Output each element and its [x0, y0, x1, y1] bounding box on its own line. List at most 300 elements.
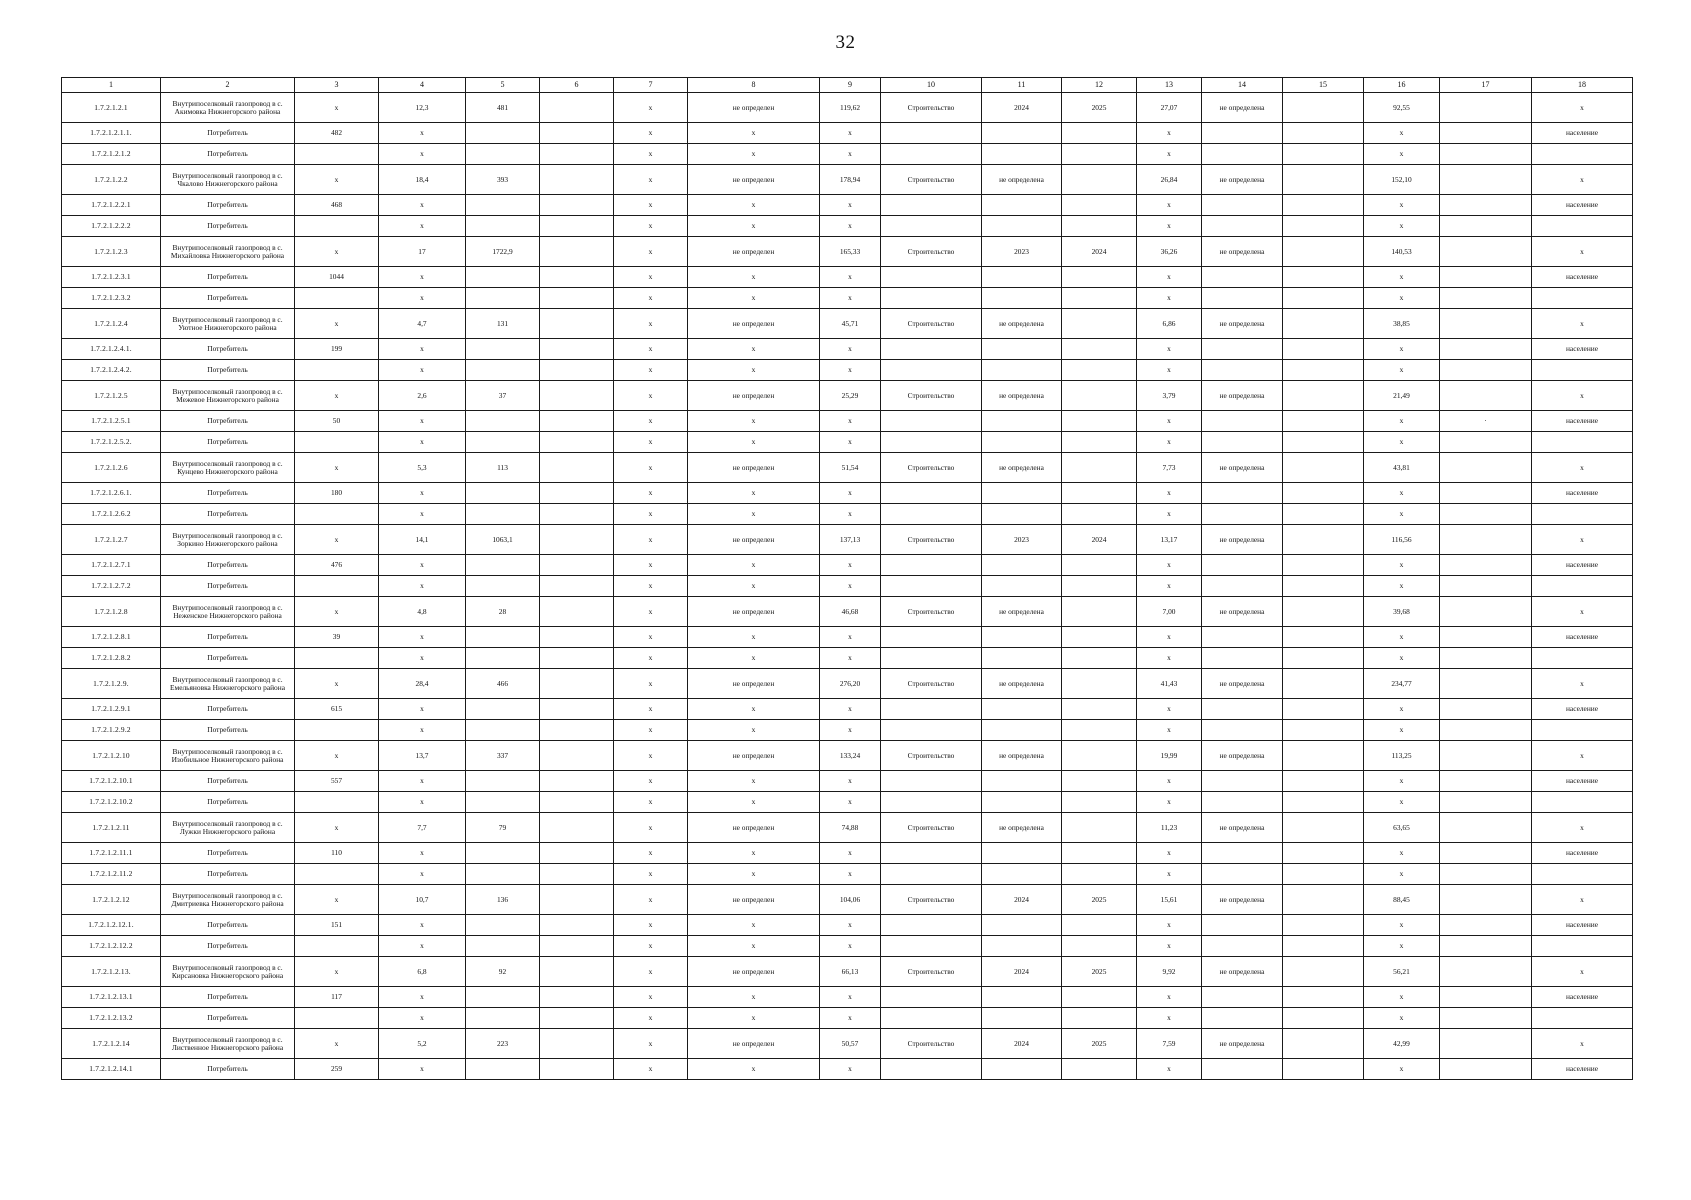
table-cell [466, 123, 540, 144]
table-cell: Внутрипоселковый газопровод в с. Чкалово Нижнегорского района [161, 165, 295, 195]
table-cell [540, 741, 614, 771]
table-cell [881, 411, 982, 432]
table-cell: x [379, 843, 466, 864]
table-cell: x [379, 360, 466, 381]
table-cell: 1.7.2.1.2.10.1 [62, 771, 161, 792]
table-cell [540, 525, 614, 555]
table-cell [1202, 936, 1283, 957]
consumer-row [62, 411, 1633, 432]
table-cell: 7,7 [379, 813, 466, 843]
table-cell: x [379, 1008, 466, 1029]
table-cell: x [820, 411, 881, 432]
table-cell: 7,00 [1137, 597, 1202, 627]
table-cell: 1.7.2.1.2.13.1 [62, 987, 161, 1008]
table-cell [540, 627, 614, 648]
table-cell: x [295, 1029, 379, 1059]
table-cell: Потребитель [161, 411, 295, 432]
table-cell: x [379, 771, 466, 792]
table-cell: 28 [466, 597, 540, 627]
table-cell: 21,49 [1364, 381, 1440, 411]
table-cell: 165,33 [820, 237, 881, 267]
table-cell: x [1364, 216, 1440, 237]
table-cell [1440, 1008, 1532, 1029]
table-cell: x [1364, 483, 1440, 504]
table-cell [540, 957, 614, 987]
table-cell [540, 987, 614, 1008]
table-cell [1283, 360, 1364, 381]
column-header: 18 [1532, 78, 1633, 93]
table-cell: 136 [466, 885, 540, 915]
table-cell [540, 699, 614, 720]
table-cell [1062, 813, 1137, 843]
table-cell: x [379, 699, 466, 720]
table-cell: x [379, 936, 466, 957]
table-cell [1062, 267, 1137, 288]
table-cell: не определен [688, 1029, 820, 1059]
pipeline-row [62, 1029, 1633, 1059]
table-cell [1062, 936, 1137, 957]
table-cell: x [1137, 504, 1202, 525]
table-cell [1283, 339, 1364, 360]
table-cell [540, 936, 614, 957]
table-cell [540, 381, 614, 411]
table-cell: население [1532, 1059, 1633, 1080]
table-cell: x [379, 339, 466, 360]
table-cell: не определена [1202, 1029, 1283, 1059]
table-cell: 1.7.2.1.2.11 [62, 813, 161, 843]
table-cell: 259 [295, 1059, 379, 1080]
consumer-row [62, 504, 1633, 525]
table-cell [881, 936, 982, 957]
table-cell: x [688, 792, 820, 813]
table-cell: x [688, 123, 820, 144]
table-cell: x [1532, 885, 1633, 915]
table-cell: 27,07 [1137, 93, 1202, 123]
table-cell: x [1137, 699, 1202, 720]
table-cell [1062, 309, 1137, 339]
table-cell: 1.7.2.1.2.1 [62, 93, 161, 123]
table-cell: 18,4 [379, 165, 466, 195]
table-cell [1283, 381, 1364, 411]
table-cell: Внутрипоселковый газопровод в с. Межевое Нижнегорского района [161, 381, 295, 411]
table-cell: Потребитель [161, 339, 295, 360]
table-cell: 1.7.2.1.2.6.2 [62, 504, 161, 525]
table-cell [1440, 237, 1532, 267]
table-cell: 468 [295, 195, 379, 216]
table-cell [1440, 504, 1532, 525]
table-cell: не определена [982, 813, 1062, 843]
table-cell [540, 813, 614, 843]
table-cell: x [614, 453, 688, 483]
table-cell: 1.7.2.1.2.14.1 [62, 1059, 161, 1080]
table-cell: x [1364, 432, 1440, 453]
table-cell [1440, 123, 1532, 144]
table-cell: x [1364, 144, 1440, 165]
table-cell: 1.7.2.1.2.12.2 [62, 936, 161, 957]
table-cell [982, 555, 1062, 576]
table-cell: x [1532, 741, 1633, 771]
table-cell: x [688, 504, 820, 525]
table-cell: x [1364, 288, 1440, 309]
table-cell: 2023 [982, 237, 1062, 267]
table-cell [881, 339, 982, 360]
table-cell: x [1364, 360, 1440, 381]
consumer-row [62, 123, 1633, 144]
table-cell: x [1532, 1029, 1633, 1059]
table-cell [1062, 504, 1137, 525]
table-cell: 140,53 [1364, 237, 1440, 267]
table-cell: население [1532, 987, 1633, 1008]
table-cell: Строительство [881, 525, 982, 555]
table-cell: не определена [982, 165, 1062, 195]
table-cell: Внутрипоселковый газопровод в с. Михайловка Нижнегорского района [161, 237, 295, 267]
table-cell: 50 [295, 411, 379, 432]
table-cell: 117 [295, 987, 379, 1008]
table-cell: x [614, 648, 688, 669]
table-cell [982, 648, 1062, 669]
table-cell [1283, 165, 1364, 195]
table-cell [1283, 843, 1364, 864]
table-cell: x [614, 525, 688, 555]
table-cell: Потребитель [161, 483, 295, 504]
table-cell: x [614, 936, 688, 957]
table-cell: x [688, 648, 820, 669]
table-cell: 110 [295, 843, 379, 864]
table-cell: не определена [1202, 741, 1283, 771]
consumer-row [62, 267, 1633, 288]
table-cell [466, 864, 540, 885]
table-cell: x [1137, 936, 1202, 957]
table-cell [1532, 360, 1633, 381]
table-cell [1440, 792, 1532, 813]
table-cell: x [614, 483, 688, 504]
table-cell: 14,1 [379, 525, 466, 555]
table-cell [1283, 237, 1364, 267]
table-cell: x [688, 360, 820, 381]
table-cell: Потребитель [161, 123, 295, 144]
table-cell: не определен [688, 453, 820, 483]
table-cell: x [379, 1059, 466, 1080]
table-cell: 178,94 [820, 165, 881, 195]
table-cell [881, 915, 982, 936]
table-cell [1532, 144, 1633, 165]
table-cell: x [688, 576, 820, 597]
table-cell: x [1137, 1059, 1202, 1080]
table-cell: Потребитель [161, 987, 295, 1008]
table-cell: Потребитель [161, 699, 295, 720]
table-cell: Потребитель [161, 267, 295, 288]
table-cell: x [295, 741, 379, 771]
table-cell: x [379, 432, 466, 453]
table-cell: 92,55 [1364, 93, 1440, 123]
table-cell [982, 864, 1062, 885]
table-cell [1440, 432, 1532, 453]
table-cell: x [614, 144, 688, 165]
column-header: 8 [688, 78, 820, 93]
table-cell [881, 792, 982, 813]
table-cell: 11,23 [1137, 813, 1202, 843]
table-cell: x [1364, 555, 1440, 576]
table-cell [1440, 93, 1532, 123]
table-cell: x [688, 339, 820, 360]
table-cell [1283, 504, 1364, 525]
table-cell: 476 [295, 555, 379, 576]
table-cell: x [820, 432, 881, 453]
table-cell [1062, 720, 1137, 741]
table-cell: 12,3 [379, 93, 466, 123]
table-cell: x [820, 915, 881, 936]
table-cell: x [295, 669, 379, 699]
table-cell [1283, 936, 1364, 957]
table-cell [982, 360, 1062, 381]
table-cell: 1.7.2.1.2.8 [62, 597, 161, 627]
table-cell: 13,7 [379, 741, 466, 771]
table-cell: Внутрипоселковый газопровод в с. Дмитриевка Нижнегорского района [161, 885, 295, 915]
table-cell [881, 288, 982, 309]
consumer-row [62, 699, 1633, 720]
table-cell: не определена [1202, 309, 1283, 339]
table-cell [1202, 1008, 1283, 1029]
table-cell: не определен [688, 813, 820, 843]
table-cell: 1.7.2.1.2.12.1. [62, 915, 161, 936]
table-cell: x [1137, 1008, 1202, 1029]
table-cell [881, 195, 982, 216]
column-header: 14 [1202, 78, 1283, 93]
table-cell [881, 1059, 982, 1080]
table-cell: не определена [1202, 453, 1283, 483]
table-cell [466, 432, 540, 453]
table-cell: 5,2 [379, 1029, 466, 1059]
table-cell: x [295, 525, 379, 555]
table-cell: x [379, 144, 466, 165]
table-cell: x [614, 771, 688, 792]
table-cell: 56,21 [1364, 957, 1440, 987]
consumer-row [62, 216, 1633, 237]
table-cell: 1.7.2.1.2.5 [62, 381, 161, 411]
table-cell: 2024 [982, 957, 1062, 987]
table-cell: Строительство [881, 885, 982, 915]
column-header: 1 [62, 78, 161, 93]
table-cell: x [1137, 915, 1202, 936]
table-cell: x [1137, 360, 1202, 381]
table-cell: x [688, 267, 820, 288]
consumer-row [62, 627, 1633, 648]
table-cell [1283, 195, 1364, 216]
table-cell [982, 504, 1062, 525]
table-cell [1532, 216, 1633, 237]
table-cell [466, 648, 540, 669]
column-number-row [62, 78, 1633, 93]
table-cell [1440, 987, 1532, 1008]
column-header: 16 [1364, 78, 1440, 93]
pipeline-row [62, 309, 1633, 339]
table-cell: 1.7.2.1.2.13.2 [62, 1008, 161, 1029]
table-cell [982, 792, 1062, 813]
table-cell: 276,20 [820, 669, 881, 699]
table-cell [1202, 504, 1283, 525]
table-cell: x [379, 720, 466, 741]
consumer-row [62, 843, 1633, 864]
table-cell [1440, 555, 1532, 576]
table-cell [982, 627, 1062, 648]
table-cell: · [1440, 411, 1532, 432]
column-header: 11 [982, 78, 1062, 93]
table-cell [1202, 144, 1283, 165]
table-cell: 4,8 [379, 597, 466, 627]
table-cell: x [295, 381, 379, 411]
table-cell: 180 [295, 483, 379, 504]
table-cell: x [1364, 627, 1440, 648]
table-cell: x [1364, 987, 1440, 1008]
table-cell [1062, 339, 1137, 360]
table-cell [540, 864, 614, 885]
table-cell: Внутрипоселковый газопровод в с. Лиственное Нижнегорского района [161, 1029, 295, 1059]
table-cell: Строительство [881, 93, 982, 123]
table-cell: x [1364, 771, 1440, 792]
table-cell: 1.7.2.1.2.5.1 [62, 411, 161, 432]
table-cell: x [1532, 93, 1633, 123]
table-cell [982, 411, 1062, 432]
table-cell: x [1137, 843, 1202, 864]
table-cell: 1044 [295, 267, 379, 288]
table-cell [466, 144, 540, 165]
table-cell: x [1137, 288, 1202, 309]
table-cell: 63,65 [1364, 813, 1440, 843]
table-cell [1062, 483, 1137, 504]
table-cell [540, 648, 614, 669]
table-cell [1202, 627, 1283, 648]
table-cell: Потребитель [161, 288, 295, 309]
table-cell: x [379, 915, 466, 936]
consumer-row [62, 555, 1633, 576]
table-cell: x [295, 957, 379, 987]
table-cell: 42,99 [1364, 1029, 1440, 1059]
table-cell [1283, 792, 1364, 813]
table-cell: Потребитель [161, 720, 295, 741]
table-cell [295, 576, 379, 597]
table-cell [982, 195, 1062, 216]
table-cell: 151 [295, 915, 379, 936]
table-cell: x [688, 771, 820, 792]
table-cell [1062, 843, 1137, 864]
table-cell [1283, 288, 1364, 309]
table-cell [540, 504, 614, 525]
table-cell: x [820, 216, 881, 237]
table-cell: не определен [688, 669, 820, 699]
table-cell [540, 792, 614, 813]
table-cell: 116,56 [1364, 525, 1440, 555]
table-cell: x [614, 792, 688, 813]
table-cell: x [820, 987, 881, 1008]
table-cell: 482 [295, 123, 379, 144]
table-cell [1440, 453, 1532, 483]
table-cell: x [614, 1029, 688, 1059]
table-cell: x [1137, 576, 1202, 597]
table-cell: x [820, 864, 881, 885]
object-register-table [61, 77, 1633, 1080]
table-cell: 152,10 [1364, 165, 1440, 195]
table-cell: Строительство [881, 957, 982, 987]
table-cell: x [688, 864, 820, 885]
table-cell: x [295, 93, 379, 123]
table-cell: не определена [1202, 381, 1283, 411]
table-cell: x [1532, 597, 1633, 627]
table-cell: x [614, 885, 688, 915]
table-cell [540, 483, 614, 504]
table-cell: население [1532, 195, 1633, 216]
table-cell: 13,17 [1137, 525, 1202, 555]
pipeline-row [62, 957, 1633, 987]
table-cell [1062, 453, 1137, 483]
table-cell: x [614, 597, 688, 627]
table-cell [466, 627, 540, 648]
table-cell [540, 195, 614, 216]
table-cell: x [820, 720, 881, 741]
table-cell: население [1532, 339, 1633, 360]
table-cell: не определена [982, 669, 1062, 699]
table-cell [1283, 453, 1364, 483]
table-cell [982, 987, 1062, 1008]
table-cell [1202, 864, 1283, 885]
table-cell: x [820, 123, 881, 144]
table-cell [1283, 432, 1364, 453]
pipeline-row [62, 237, 1633, 267]
table-cell: x [1532, 525, 1633, 555]
table-cell [540, 597, 614, 627]
table-cell: 1.7.2.1.2.4 [62, 309, 161, 339]
table-cell: x [295, 813, 379, 843]
table-cell: x [614, 360, 688, 381]
table-cell [1062, 648, 1137, 669]
table-cell [1532, 504, 1633, 525]
table-cell: 2023 [982, 525, 1062, 555]
table-cell [540, 915, 614, 936]
table-cell: x [1137, 792, 1202, 813]
table-cell: 1.7.2.1.2.2 [62, 165, 161, 195]
table-cell [1062, 1059, 1137, 1080]
table-cell: x [379, 216, 466, 237]
table-cell: Потребитель [161, 627, 295, 648]
consumer-row [62, 1059, 1633, 1080]
table-cell: x [614, 957, 688, 987]
table-cell [466, 792, 540, 813]
table-cell [1440, 216, 1532, 237]
table-cell: Потребитель [161, 195, 295, 216]
column-header: 6 [540, 78, 614, 93]
table-cell: x [1137, 627, 1202, 648]
table-cell [295, 648, 379, 669]
table-cell: x [820, 483, 881, 504]
table-cell: x [688, 1008, 820, 1029]
table-cell: Потребитель [161, 432, 295, 453]
table-cell: x [614, 309, 688, 339]
table-cell: x [688, 288, 820, 309]
table-cell [1283, 720, 1364, 741]
table-cell: x [820, 288, 881, 309]
table-cell: не определена [1202, 237, 1283, 267]
table-cell: Потребитель [161, 144, 295, 165]
table-cell: 41,43 [1137, 669, 1202, 699]
table-cell [466, 699, 540, 720]
table-cell: 66,13 [820, 957, 881, 987]
consumer-row [62, 720, 1633, 741]
table-cell: не определен [688, 165, 820, 195]
table-cell: 74,88 [820, 813, 881, 843]
table-cell [466, 216, 540, 237]
table-cell [1532, 648, 1633, 669]
table-cell: население [1532, 915, 1633, 936]
table-cell [540, 360, 614, 381]
